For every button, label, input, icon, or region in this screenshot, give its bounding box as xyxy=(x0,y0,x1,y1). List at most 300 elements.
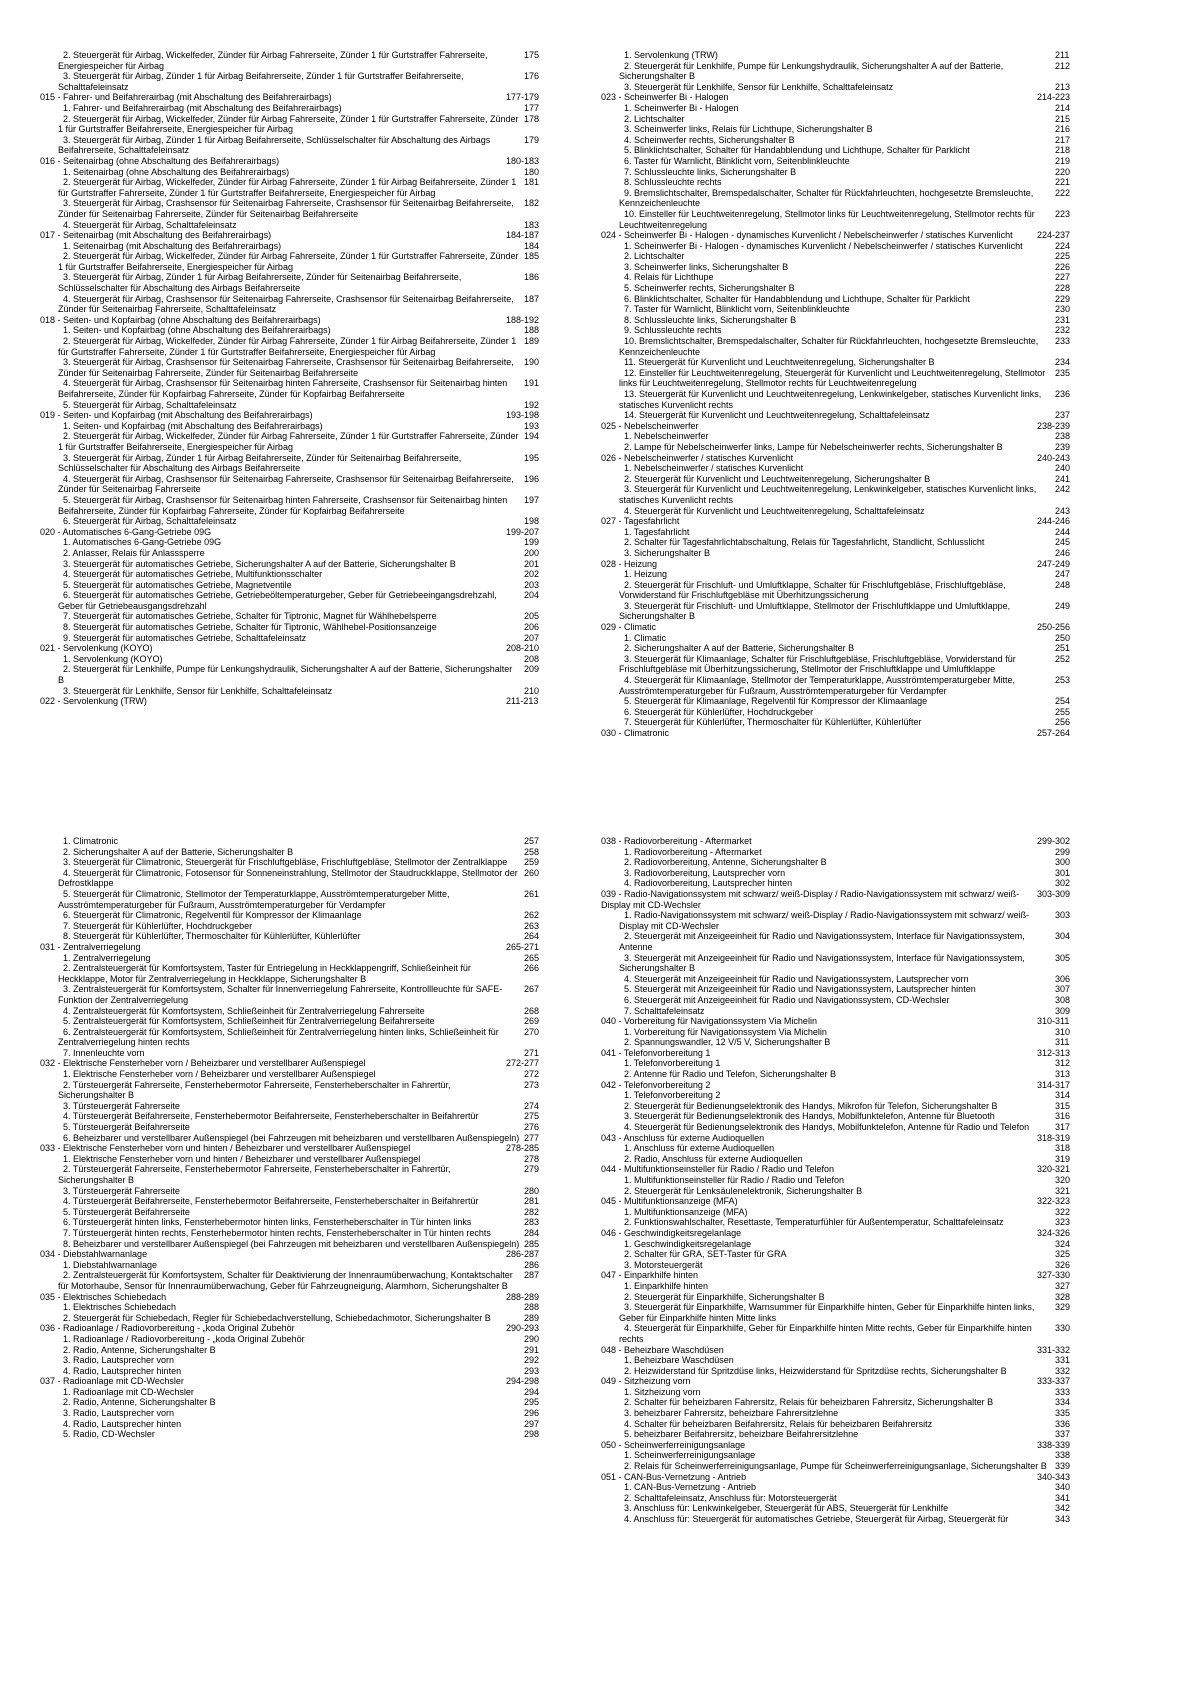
entry-page-number: 208-210 xyxy=(506,643,540,654)
entry-page-number: 336 xyxy=(1055,1418,1071,1429)
index-section-heading xyxy=(601,889,1146,910)
entry-page-number: 179 xyxy=(524,134,540,145)
index-entry xyxy=(40,336,575,357)
entry-text: 2. Schalter für Tagesfahrlichtabschaltung, Relais für Tagesfahrlicht, Standlicht, Schlusslicht xyxy=(624,537,985,548)
index-entry xyxy=(601,251,1146,262)
entry-text: 3. Steuergerät für Airbag, Crashsensor für Seitenairbag Fahrerseite, Crashsensor für Seitenairbag Beifahrerseite, Zünder für Seitenairbag Fahrerseite, Zünder für Seitenairbag Beifahrerseite xyxy=(58,198,514,219)
entry-page-number: 236 xyxy=(1055,389,1071,399)
index-entry xyxy=(601,857,1146,868)
entry-text: 1. Elektrische Fensterheber vorn / Beheizbarer und verstellbarer Außenspiegel xyxy=(63,1069,376,1080)
entry-page-number: 195 xyxy=(524,452,540,463)
entry-page-number: 296 xyxy=(524,1408,540,1419)
entry-text: 2. Spannungswandler, 12 V/5 V, Sicherungshalter B xyxy=(624,1037,831,1048)
index-entry xyxy=(40,1164,575,1185)
entry-page-number: 333-337 xyxy=(1037,1376,1071,1387)
entry-text: 2. Türsteuergerät Fahrerseite, Fensterhebermotor Fahrerseite, Fensterheberschalter in Fahrertür, Sicherungshalter B xyxy=(58,1164,451,1185)
entry-text: 2. Schalter für GRA, SET-Taster für GRA xyxy=(624,1249,787,1260)
entry-page-number: 175 xyxy=(524,50,540,60)
entry-text: 2. Steuergerät für Kurvenlicht und Leuchtweitenregelung, Sicherungshalter B xyxy=(624,473,931,484)
entry-text: 4. Radio, Lautsprecher hinten xyxy=(63,1418,182,1429)
entry-page-number: 197 xyxy=(524,494,540,505)
index-entry xyxy=(40,910,575,921)
entry-page-number: 240-243 xyxy=(1037,452,1071,463)
entry-text: 2. Anlasser, Relais für Anlasssperre xyxy=(63,547,205,558)
entry-text: 2. Steuergerät für Airbag, Wickelfeder, Zünder für Airbag Fahrerseite, Zünder 1 für Gurtstraffer Fahrerseite, Zünder 1 für Gurtstraffer Beifahrerseite, Energiespeicher für Airbag xyxy=(58,113,519,135)
entry-text: 7. Steuergerät für automatisches Getriebe, Schalter für Tiptronic, Magnet für Wählhebelsperre xyxy=(63,611,437,622)
entry-page-number: 279 xyxy=(524,1164,540,1175)
entry-page-number: 331 xyxy=(1055,1355,1071,1366)
index-entry xyxy=(601,1302,1146,1323)
entry-text: 051 - CAN-Bus-Vernetzung - Antrieb xyxy=(601,1471,747,1482)
entry-text: 2. Lichtschalter xyxy=(624,113,685,124)
entry-text: 3. Motorsteuergerät xyxy=(624,1259,703,1270)
index-entry xyxy=(40,1408,575,1419)
index-entry xyxy=(40,495,575,516)
index-entry xyxy=(40,357,575,378)
index-entry xyxy=(601,61,1146,82)
entry-page-number: 221 xyxy=(1055,177,1071,188)
index-entry xyxy=(601,527,1146,538)
entry-page-number: 322 xyxy=(1055,1206,1071,1217)
entry-text: 040 - Vorbereitung für Navigationssystem Via Michelin xyxy=(601,1016,817,1027)
entry-text: 1. Vorbereitung für Navigationssystem Via Michelin xyxy=(624,1026,827,1037)
entry-text: 4. Steuergerät für Einparkhilfe, Geber für Einparkhilfe hinten Mitte rechts, Geber für Einparkhilfe hinten rechts xyxy=(619,1323,1032,1344)
entry-text: 2. Radio, Antenne, Sicherungshalter B xyxy=(63,1344,216,1355)
entry-page-number: 230 xyxy=(1055,304,1071,315)
index-entry xyxy=(601,156,1146,167)
entry-page-number: 265 xyxy=(524,952,540,963)
entry-page-number: 335 xyxy=(1055,1408,1071,1419)
index-entry xyxy=(40,400,575,411)
entry-page-number: 337 xyxy=(1055,1429,1071,1440)
index-entry xyxy=(40,135,575,156)
index-entry xyxy=(601,325,1146,336)
entry-page-number: 263 xyxy=(524,920,540,931)
index-entry xyxy=(601,696,1146,707)
entry-text: 4. Steuergerät für Airbag, Schalttafeleinsatz xyxy=(63,219,237,230)
entry-text: 1. Multifunktionseinsteller für Radio / Radio und Telefon xyxy=(624,1175,844,1185)
entry-page-number: 201 xyxy=(524,558,540,569)
entry-page-number: 255 xyxy=(1055,706,1071,717)
index-section-heading xyxy=(40,92,575,103)
entry-text: 048 - Beheizbare Waschdüsen xyxy=(601,1344,724,1355)
entry-text: 018 - Seiten- und Kopfairbag (ohne Abschaltung des Beifahrerairbags) xyxy=(40,314,321,325)
entry-page-number: 218 xyxy=(1055,145,1071,156)
entry-text: 1. Diebstahlwarnanlage xyxy=(63,1259,158,1270)
index-section-heading xyxy=(601,1345,1146,1356)
index-entry xyxy=(601,1249,1146,1260)
index-entry xyxy=(40,1419,575,1430)
entry-text: 5. Steuergerät für Climatronic, Stellmotor der Temperaturklappe, Ausströmtemperaturgeber Mitte, Ausströmtemperaturgeber für Fußraum, Ausströmtemperaturgeber für Verdampfer xyxy=(58,888,450,910)
entry-page-number: 235 xyxy=(1055,367,1071,378)
index-entry xyxy=(40,559,575,570)
index-entry xyxy=(601,1482,1146,1493)
entry-text: 7. Steuergerät für Kühlerlüfter, Thermoschalter für Kühlerlüfter, Kühlerlüfter xyxy=(624,717,922,728)
entry-page-number: 180-183 xyxy=(506,155,540,166)
entry-text: 6. Steuergerät für Airbag, Schalttafeleinsatz xyxy=(63,516,237,527)
entry-page-number: 203 xyxy=(524,579,540,590)
entry-page-number: 264 xyxy=(524,931,540,942)
index-entry xyxy=(601,953,1146,974)
entry-page-number: 181 xyxy=(524,177,540,188)
entry-text: 2. Steuergerät für Bedienungselektronik des Handys, Mikrofon für Telefon, Sicherungshalter B xyxy=(624,1100,998,1111)
entry-page-number: 302 xyxy=(1055,878,1071,889)
index-entry xyxy=(40,1260,575,1271)
index-entry xyxy=(601,878,1146,889)
entry-text: 3. Steuergerät mit Anzeigeeinheit für Radio und Navigationssystem, Interface für Navigationssystem, Sicherungshalter B xyxy=(619,952,1025,974)
entry-page-number: 266 xyxy=(524,963,540,974)
index-entry xyxy=(601,389,1146,410)
entry-text: 1. Tagesfahrlicht xyxy=(624,526,690,537)
entry-text: 043 - Anschluss für externe Audioquellen xyxy=(601,1132,765,1143)
index-entry xyxy=(601,675,1146,696)
entry-text: 2. Sicherungshalter A auf der Batterie, Sicherungshalter B xyxy=(63,846,294,857)
entry-page-number: 327-330 xyxy=(1037,1270,1071,1281)
entry-text: 1. Seitenairbag (mit Abschaltung des Beifahrerairbags) xyxy=(63,240,282,251)
entry-text: 1. Servolenkung (KOYO) xyxy=(63,653,163,664)
entry-text: 4. Scheinwerfer rechts, Sicherungshalter B xyxy=(624,134,795,145)
entry-text: 2. Antenne für Radio und Telefon, Sicherungshalter B xyxy=(624,1069,836,1080)
entry-text: 5. Blinklichtschalter, Schalter für Handabblendung und Lichthupe, Schalter für Parklicht xyxy=(624,145,970,156)
index-entry xyxy=(601,463,1146,474)
index-entry xyxy=(40,50,575,71)
entry-page-number: 214 xyxy=(1055,102,1071,113)
entry-text: 10. Einsteller für Leuchtweitenregelung, Stellmotor links für Leuchtweitenregelung, Stellmotor rechts für Leuchtweitenregelung xyxy=(619,208,1035,230)
entry-text: 8. Steuergerät für Kühlerlüfter, Thermoschalter für Kühlerlüfter, Kühlerlüfter xyxy=(63,931,361,942)
entry-text: 1. Radioanlage mit CD-Wechsler xyxy=(63,1386,194,1397)
index-entry xyxy=(40,1006,575,1017)
entry-text: 031 - Zentralverriegelung xyxy=(40,941,141,952)
entry-text: 11. Steuergerät für Kurvenlicht und Leuchtweitenregelung, Sicherungshalter B xyxy=(624,357,935,368)
entry-text: 7. Taster für Warnlicht, Blinklicht vorn, Seitenblinkleuchte xyxy=(624,304,850,315)
index-entry xyxy=(601,336,1146,357)
entry-page-number: 339 xyxy=(1055,1461,1071,1472)
entry-text: 7. Innenleuchte vorn xyxy=(63,1047,145,1058)
index-entry xyxy=(40,1154,575,1165)
index-entry xyxy=(601,1493,1146,1504)
index-entry xyxy=(601,569,1146,580)
entry-text: 3. Türsteuergerät Fahrerseite xyxy=(63,1100,180,1111)
index-entry xyxy=(40,1069,575,1080)
entry-text: 2. Steuergerät für Einparkhilfe, Sicherungshalter B xyxy=(624,1291,825,1302)
entry-text: 4. Steuergerät für Kurvenlicht und Leuchtweitenregelung, Schalttafeleinsatz xyxy=(624,505,925,516)
entry-page-number: 227 xyxy=(1055,272,1071,283)
entry-text: 3. Türsteuergerät Fahrerseite xyxy=(63,1185,180,1196)
entry-page-number: 287 xyxy=(524,1270,540,1281)
index-entry xyxy=(40,1387,575,1398)
index-entry xyxy=(40,1196,575,1207)
index-entry xyxy=(40,325,575,336)
entry-text: 2. Steuergerät mit Anzeigeeinheit für Radio und Navigationssystem, Interface für Navigationssystem, Antenne xyxy=(619,931,1025,952)
entry-page-number: 301 xyxy=(1055,867,1071,878)
entry-page-number: 185 xyxy=(524,251,540,262)
entry-page-number: 278 xyxy=(524,1153,540,1164)
index-section-heading xyxy=(40,1143,575,1154)
index-entry xyxy=(601,974,1146,985)
entry-page-number: 341 xyxy=(1055,1492,1071,1503)
index-entry xyxy=(40,1186,575,1197)
entry-page-number: 252 xyxy=(1055,653,1071,664)
entry-page-number: 290 xyxy=(524,1333,540,1344)
entry-page-number: 307 xyxy=(1055,984,1071,995)
index-section-heading xyxy=(601,421,1146,432)
entry-page-number: 276 xyxy=(524,1122,540,1133)
entry-page-number: 298 xyxy=(524,1429,540,1440)
entry-page-number: 281 xyxy=(524,1196,540,1207)
entry-page-number: 325 xyxy=(1055,1249,1071,1260)
entry-page-number: 292 xyxy=(524,1355,540,1366)
entry-text: 030 - Climatronic xyxy=(601,728,670,738)
index-entry xyxy=(601,1461,1146,1472)
index-section-heading xyxy=(601,728,1146,739)
entry-text: 1. Seiten- und Kopfairbag (mit Abschaltung des Beifahrerairbags) xyxy=(63,420,323,431)
entry-text: 2. Zentralsteuergerät für Komfortsystem, Schalter für Deaktivierung der Innenraumüberwachung, Kontaktschalter für Motorhaube, Sensor für Innenraumüberwachung, Geber für Fahrzeugneigung, Alarmhorn, Sicherungshalter B xyxy=(58,1270,513,1291)
entry-page-number: 177 xyxy=(524,102,540,113)
index-entry xyxy=(40,569,575,580)
entry-text: 4. Steuergerät für Climatronic, Fotosensor für Sonneneinstrahlung, Stellmotor der Staudruckklappe, Stellmotor der Defrostklappe xyxy=(58,867,518,889)
entry-page-number: 188-192 xyxy=(506,314,540,325)
entry-text: 022 - Servolenkung (TRW) xyxy=(40,696,147,707)
index-entry xyxy=(601,1006,1146,1017)
entry-text: 1. Geschwindigkeitsregelanlage xyxy=(624,1238,752,1249)
index-entry xyxy=(40,664,575,685)
index-entry xyxy=(40,71,575,92)
entry-page-number: 212 xyxy=(1055,60,1071,71)
entry-text: 024 - Scheinwerfer Bi - Halogen - dynamisches Kurvenlicht / Nebelscheinwerfer / statisches Kurvenlicht xyxy=(601,230,1013,241)
entry-page-number: 250 xyxy=(1055,632,1071,643)
entry-page-number: 228 xyxy=(1055,283,1071,294)
index-entry xyxy=(601,643,1146,654)
index-entry xyxy=(601,1154,1146,1165)
entry-text: 1. Multifunktionsanzeige (MFA) xyxy=(624,1206,748,1217)
index-section-heading xyxy=(40,410,575,421)
entry-text: 029 - Climatic xyxy=(601,622,657,633)
entry-page-number: 324-326 xyxy=(1037,1227,1071,1238)
entry-page-number: 187 xyxy=(524,293,540,304)
entry-text: 4. Steuergerät für automatisches Getriebe, Multifunktionsschalter xyxy=(63,569,323,580)
entry-page-number: 246 xyxy=(1055,547,1071,558)
entry-page-number: 342 xyxy=(1055,1503,1071,1514)
entry-text: 3. Steuergerät für Lenkhilfe, Sensor für Lenkhilfe, Schalttafeleinsatz xyxy=(624,81,894,92)
entry-text: 4. Schalter für beheizbaren Beifahrersitz, Relais für beheizbaren Beifahrersitz xyxy=(624,1418,933,1429)
entry-page-number: 271 xyxy=(524,1047,540,1058)
entry-text: 3. Anschluss für: Lenkwinkelgeber, Steuergerät für ABS, Steuergerät für Lenkhilfe xyxy=(624,1503,949,1514)
entry-page-number: 214-223 xyxy=(1037,92,1071,103)
index-entry xyxy=(601,1450,1146,1461)
entry-page-number: 340 xyxy=(1055,1482,1071,1493)
entry-page-number: 180 xyxy=(524,166,540,177)
index-section-heading xyxy=(601,516,1146,527)
entry-page-number: 309 xyxy=(1055,1005,1071,1016)
entry-text: 3. Steuergerät für Airbag, Zünder 1 für Airbag Beifahrerseite, Schlüsselschalter für Abschaltung des Airbags Beifahrerseite, Schalttafeleinsatz xyxy=(58,134,491,156)
entry-text: 1. Beheizbare Waschdüsen xyxy=(624,1355,734,1366)
entry-page-number: 277 xyxy=(524,1132,540,1143)
entry-page-number: 334 xyxy=(1055,1397,1071,1408)
index-entry xyxy=(601,209,1146,230)
index-section-heading xyxy=(40,1249,575,1260)
index-section-heading xyxy=(601,1228,1146,1239)
index-entry xyxy=(40,953,575,964)
index-entry xyxy=(601,1387,1146,1398)
entry-text: 4. Steuergerät für Klimaanlage, Stellmotor der Temperaturklappe, Ausströmtemperaturgeber Mitte, Ausströmtemperaturgeber für Fußraum, Ausströmtemperaturgeber für Verdampfer xyxy=(619,675,1016,696)
entry-text: 2. Radiovorbereitung, Antenne, Sicherungshalter B xyxy=(624,857,827,868)
entry-page-number: 338-339 xyxy=(1037,1439,1071,1450)
entry-page-number: 186 xyxy=(524,272,540,283)
index-entry xyxy=(601,1281,1146,1292)
index-entry xyxy=(601,1037,1146,1048)
entry-page-number: 178 xyxy=(524,113,540,124)
entry-text: 8. Schlussleuchte rechts xyxy=(624,177,722,188)
index-section-heading xyxy=(601,1440,1146,1451)
entry-page-number: 257 xyxy=(524,836,540,846)
entry-page-number: 199 xyxy=(524,537,540,548)
entry-text: 2. Steuergerät für Lenksäulenelektronik, Sicherungshalter B xyxy=(624,1185,863,1196)
index-section-heading xyxy=(601,1472,1146,1483)
entry-page-number: 237 xyxy=(1055,410,1071,421)
entry-text: 1. Sitzheizung vorn xyxy=(624,1386,701,1397)
index-entry xyxy=(40,167,575,178)
index-entry xyxy=(601,537,1146,548)
entry-page-number: 256 xyxy=(1055,717,1071,728)
index-entry xyxy=(601,1101,1146,1112)
entry-page-number: 288-289 xyxy=(506,1291,540,1302)
entry-text: 2. Schalttafeleinsatz, Anschluss für: Motorsteuergerät xyxy=(624,1492,837,1503)
entry-page-number: 288 xyxy=(524,1302,540,1313)
index-entry xyxy=(40,294,575,315)
index-entry xyxy=(601,410,1146,421)
entry-text: 3. Scheinwerfer links, Sicherungshalter B xyxy=(624,261,789,272)
index-entry xyxy=(601,1217,1146,1228)
entry-text: 034 - Diebstahlwarnanlage xyxy=(40,1249,148,1260)
index-entry xyxy=(601,506,1146,517)
entry-page-number: 328 xyxy=(1055,1291,1071,1302)
entry-text: 4. Steuergerät für Airbag, Crashsensor für Seitenairbag Fahrerseite, Crashsensor für Seitenairbag Beifahrerseite, Zünder für Seitenairbag Fahrerseite xyxy=(58,473,514,495)
index-section-heading xyxy=(601,1133,1146,1144)
entry-text: 045 - Multifunktionsanzeige (MFA) xyxy=(601,1196,738,1207)
entry-text: 039 - Radio-Navigationssystem mit schwarz/ weiß-Display / Radio-Navigationssystem mit schwarz/ weiß-Display mit CD-Wechsler xyxy=(601,888,1020,910)
entry-text: 10. Bremslichtschalter, Bremspedalschalter, Schalter für Rückfahrleuchten, hochgesetzte Bremsleuchte, Kennzeichenleuchte xyxy=(619,336,1039,357)
entry-page-number: 247-249 xyxy=(1037,558,1071,569)
entry-page-number: 239 xyxy=(1055,441,1071,452)
index-entry xyxy=(40,686,575,697)
entry-text: 5. Türsteuergerät Beifahrerseite xyxy=(63,1122,190,1133)
entry-text: 5. Radio, CD-Wechsler xyxy=(63,1429,155,1440)
entry-text: 4. Radiovorbereitung, Lautsprecher hinten xyxy=(624,878,793,889)
entry-page-number: 243 xyxy=(1055,505,1071,516)
index-section-heading xyxy=(40,315,575,326)
entry-page-number: 211 xyxy=(1055,50,1070,60)
entry-page-number: 224 xyxy=(1055,240,1071,251)
entry-page-number: 199-207 xyxy=(506,526,540,537)
index-entry xyxy=(601,188,1146,209)
index-entry xyxy=(601,1090,1146,1101)
index-entry xyxy=(601,82,1146,93)
entry-page-number: 329 xyxy=(1055,1302,1071,1313)
entry-text: 2. Steuergerät für Frischluft- und Umluftklappe, Schalter für Frischluftgebläse, Frischluftgebläse, Vorwiderstand für Frischluftgebläse mit Überhitzungssicherung xyxy=(619,579,1006,601)
entry-page-number: 285 xyxy=(524,1238,540,1249)
index-entry xyxy=(601,548,1146,559)
index-entry xyxy=(601,1397,1146,1408)
entry-text: 3. Radio, Lautsprecher vorn xyxy=(63,1355,175,1366)
index-section-heading xyxy=(601,1080,1146,1091)
index-entry xyxy=(40,654,575,665)
entry-page-number: 257-264 xyxy=(1037,728,1071,738)
index-entry xyxy=(40,1122,575,1133)
entry-page-number: 184-187 xyxy=(506,230,540,241)
entry-page-number: 312 xyxy=(1055,1058,1071,1069)
entry-text: 2. Steuergerät für Lenkhilfe, Pumpe für Lenkungshydraulik, Sicherungshalter A auf der Batterie, Sicherungshalter B xyxy=(58,664,513,686)
entry-text: 3. Steuergerät für Airbag, Zünder 1 für Airbag Beifahrerseite, Zünder 1 für Gurtstraffer Beifahrerseite, Schalttafeleinsatz xyxy=(58,71,464,92)
index-entry xyxy=(601,368,1146,389)
entry-text: 1. Telefonvorbereitung 1 xyxy=(624,1058,721,1069)
entry-page-number: 219 xyxy=(1055,155,1071,166)
index-entry xyxy=(40,1101,575,1112)
entry-text: 4. Zentralsteuergerät für Komfortsystem, Schließeinheit für Zentralverriegelung Fahrerseite xyxy=(63,1005,425,1016)
index-entry xyxy=(40,847,575,858)
index-section-heading xyxy=(40,156,575,167)
index-entry xyxy=(601,1366,1146,1377)
entry-text: 5. Steuergerät für Klimaanlage, Regelventil für Kompressor der Klimaanlage xyxy=(624,696,928,707)
index-entry xyxy=(40,1111,575,1122)
entry-text: 050 - Scheinwerferreinigungsanlage xyxy=(601,1439,746,1450)
entry-page-number: 207 xyxy=(524,632,540,643)
entry-text: 4. Steuergerät für Airbag, Crashsensor für Seitenairbag hinten Fahrerseite, Crashsensor für Seitenairbag hinten Beifahrerseite, Zünder für Kopfairbag Fahrerseite, Zünder für Kopfairbag Beifahrerseite xyxy=(58,378,508,399)
entry-page-number: 260 xyxy=(524,867,540,878)
entry-page-number: 267 xyxy=(524,984,540,995)
index-entry xyxy=(601,262,1146,273)
entry-text: 2. Heizwiderstand für Spritzdüse links, Heizwiderstand für Spritzdüse rechts, Sicherungshalter B xyxy=(624,1365,1007,1376)
index-column-bottom-left xyxy=(40,836,575,1440)
entry-text: 5. Steuergerät für Airbag, Crashsensor für Seitenairbag hinten Fahrerseite, Crashsensor für Seitenairbag hinten Beifahrerseite, Zünder für Kopfairbag Fahrerseite, Zünder für Kopfairbag Beifahrerseite xyxy=(58,494,508,516)
entry-text: 3. Steuergerät für automatisches Getriebe, Sicherungshalter A auf der Batterie, Sicherungshalter B xyxy=(63,558,456,569)
index-section-heading xyxy=(40,527,575,538)
entry-page-number: 313 xyxy=(1055,1069,1071,1080)
index-section-heading xyxy=(601,559,1146,570)
entry-text: 033 - Elektrische Fensterheber vorn und hinten / Beheizbarer und verstellbarer Außenspiegel xyxy=(40,1143,411,1154)
index-entry xyxy=(40,103,575,114)
entry-page-number: 272-277 xyxy=(506,1058,540,1069)
index-entry xyxy=(601,601,1146,622)
entry-text: 1. CAN-Bus-Vernetzung - Antrieb xyxy=(624,1482,757,1493)
index-entry xyxy=(40,963,575,984)
entry-text: 4. Türsteuergerät Beifahrerseite, Fensterhebermotor Beifahrerseite, Fensterheberschalter in Beifahrertür xyxy=(63,1111,479,1122)
entry-page-number: 269 xyxy=(524,1016,540,1027)
entry-text: 3. Steuergerät für Lenkhilfe, Sensor für Lenkhilfe, Schalttafeleinsatz xyxy=(63,685,333,696)
index-section-heading xyxy=(601,230,1146,241)
entry-page-number: 208 xyxy=(524,653,540,664)
entry-page-number: 248 xyxy=(1055,579,1071,590)
index-section-heading xyxy=(601,1196,1146,1207)
entry-text: 016 - Seitenairbag (ohne Abschaltung des Beifahrerairbags) xyxy=(40,155,280,166)
entry-text: 015 - Fahrer- und Beifahrerairbag (mit Abschaltung des Beifahrerairbags) xyxy=(40,92,332,103)
entry-text: 2. Zentralsteuergerät für Komfortsystem, Taster für Entriegelung in Heckklappengriff, Schließeinheit für Heckklappe, Motor für Zentralverriegelung in Heckklappe, Sicherungshalter B xyxy=(58,963,471,984)
entry-page-number: 314-317 xyxy=(1037,1079,1071,1090)
entry-page-number: 177-179 xyxy=(506,92,540,103)
index-entry xyxy=(40,421,575,432)
index-entry xyxy=(40,177,575,198)
entry-page-number: 176 xyxy=(524,71,540,82)
entry-text: 5. Steuergerät für Airbag, Schalttafeleinsatz xyxy=(63,399,237,410)
entry-page-number: 317 xyxy=(1055,1122,1071,1133)
entry-text: 1. Scheinwerferreinigungsanlage xyxy=(624,1450,756,1461)
index-entry xyxy=(601,847,1146,858)
index-entry xyxy=(40,1080,575,1101)
entry-page-number: 198 xyxy=(524,516,540,527)
entry-text: 6. Steuergerät mit Anzeigeeinheit für Radio und Navigationssystem, CD-Wechsler xyxy=(624,994,950,1005)
entry-page-number: 204 xyxy=(524,590,540,601)
index-entry xyxy=(40,474,575,495)
index-entry xyxy=(40,622,575,633)
